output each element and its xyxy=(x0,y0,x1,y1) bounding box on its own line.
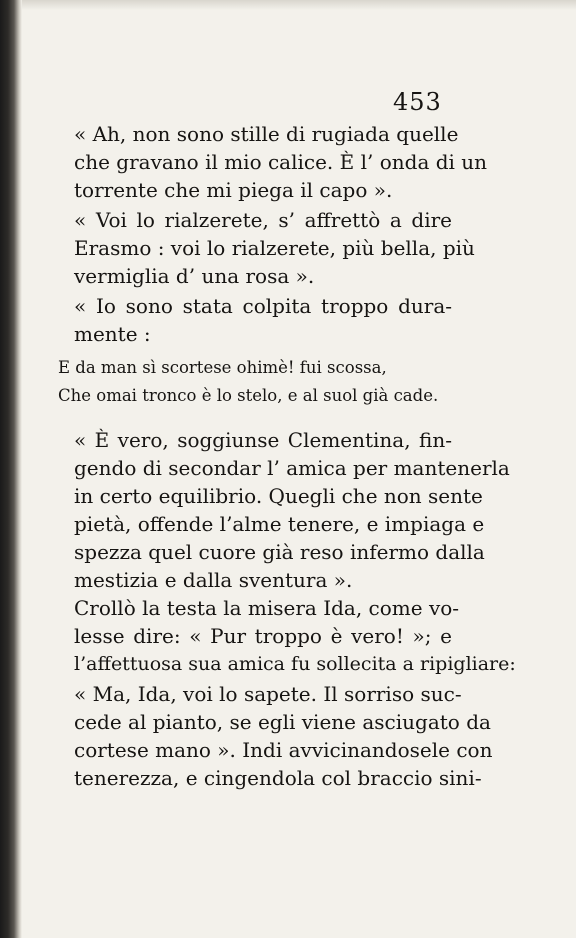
text-line: spezza quel cuore già reso infermo dalla xyxy=(74,540,485,564)
text-line: pietà, offende l’alme tenere, e impiaga e xyxy=(74,512,485,536)
text-line: che gravano il mio calice. È l’ onda di un xyxy=(74,150,488,174)
text-line: torrente che mi piega il capo ». xyxy=(74,178,393,202)
text-line: « Voi lo rialzerete, s’ affrettò a dire xyxy=(74,208,452,232)
text-line: gendo di secondar l’ amica per mantenerla xyxy=(74,456,510,480)
text-line: in certo equilibrio. Quegli che non sente xyxy=(74,484,483,508)
paragraph-5 xyxy=(74,594,516,678)
text-line: cede al pianto, se egli viene asciugato da xyxy=(74,710,491,734)
paragraph-3 xyxy=(74,292,452,348)
page-top-shadow xyxy=(22,0,576,10)
text-line: « Ma, Ida, voi lo sapete. Il sorriso suc- xyxy=(74,682,462,706)
binding-edge xyxy=(0,0,22,938)
paragraph-4 xyxy=(74,426,510,594)
text-line: cortese mano ». Indi avvicinandosele con xyxy=(74,738,493,762)
verse-quotation xyxy=(58,354,442,410)
verse-line: E da man sì scortese ohimè! fui scossa, xyxy=(58,358,387,377)
page-number: 453 xyxy=(393,88,442,116)
text-line: « Ah, non sono stille di rugiada quelle xyxy=(74,122,459,146)
text-line: Erasmo : voi lo rialzerete, più bella, più xyxy=(74,236,475,260)
text-line: mestizia e dalla sventura ». xyxy=(74,568,353,592)
text-line: « Io sono stata colpita troppo dura- xyxy=(74,294,452,318)
text-line: « È vero, soggiunse Clementina, fin- xyxy=(74,428,452,452)
text-line: l’affettuosa sua amica fu sollecita a ripigliare: xyxy=(74,653,516,675)
text-line: vermiglia d’ una rosa ». xyxy=(74,264,315,288)
paragraph-1 xyxy=(74,120,488,204)
paragraph-2 xyxy=(74,206,475,290)
verse-line: Che omai tronco è lo stelo, e al suol già cade. xyxy=(58,386,439,405)
text-line: tenerezza, e cingendola col braccio sini- xyxy=(74,766,482,790)
text-line: mente : xyxy=(74,322,151,346)
paragraph-6 xyxy=(74,680,493,792)
text-line: lesse dire: « Pur troppo è vero! »; e xyxy=(74,624,452,648)
text-line: Crollò la testa la misera Ida, come vo- xyxy=(74,596,460,620)
